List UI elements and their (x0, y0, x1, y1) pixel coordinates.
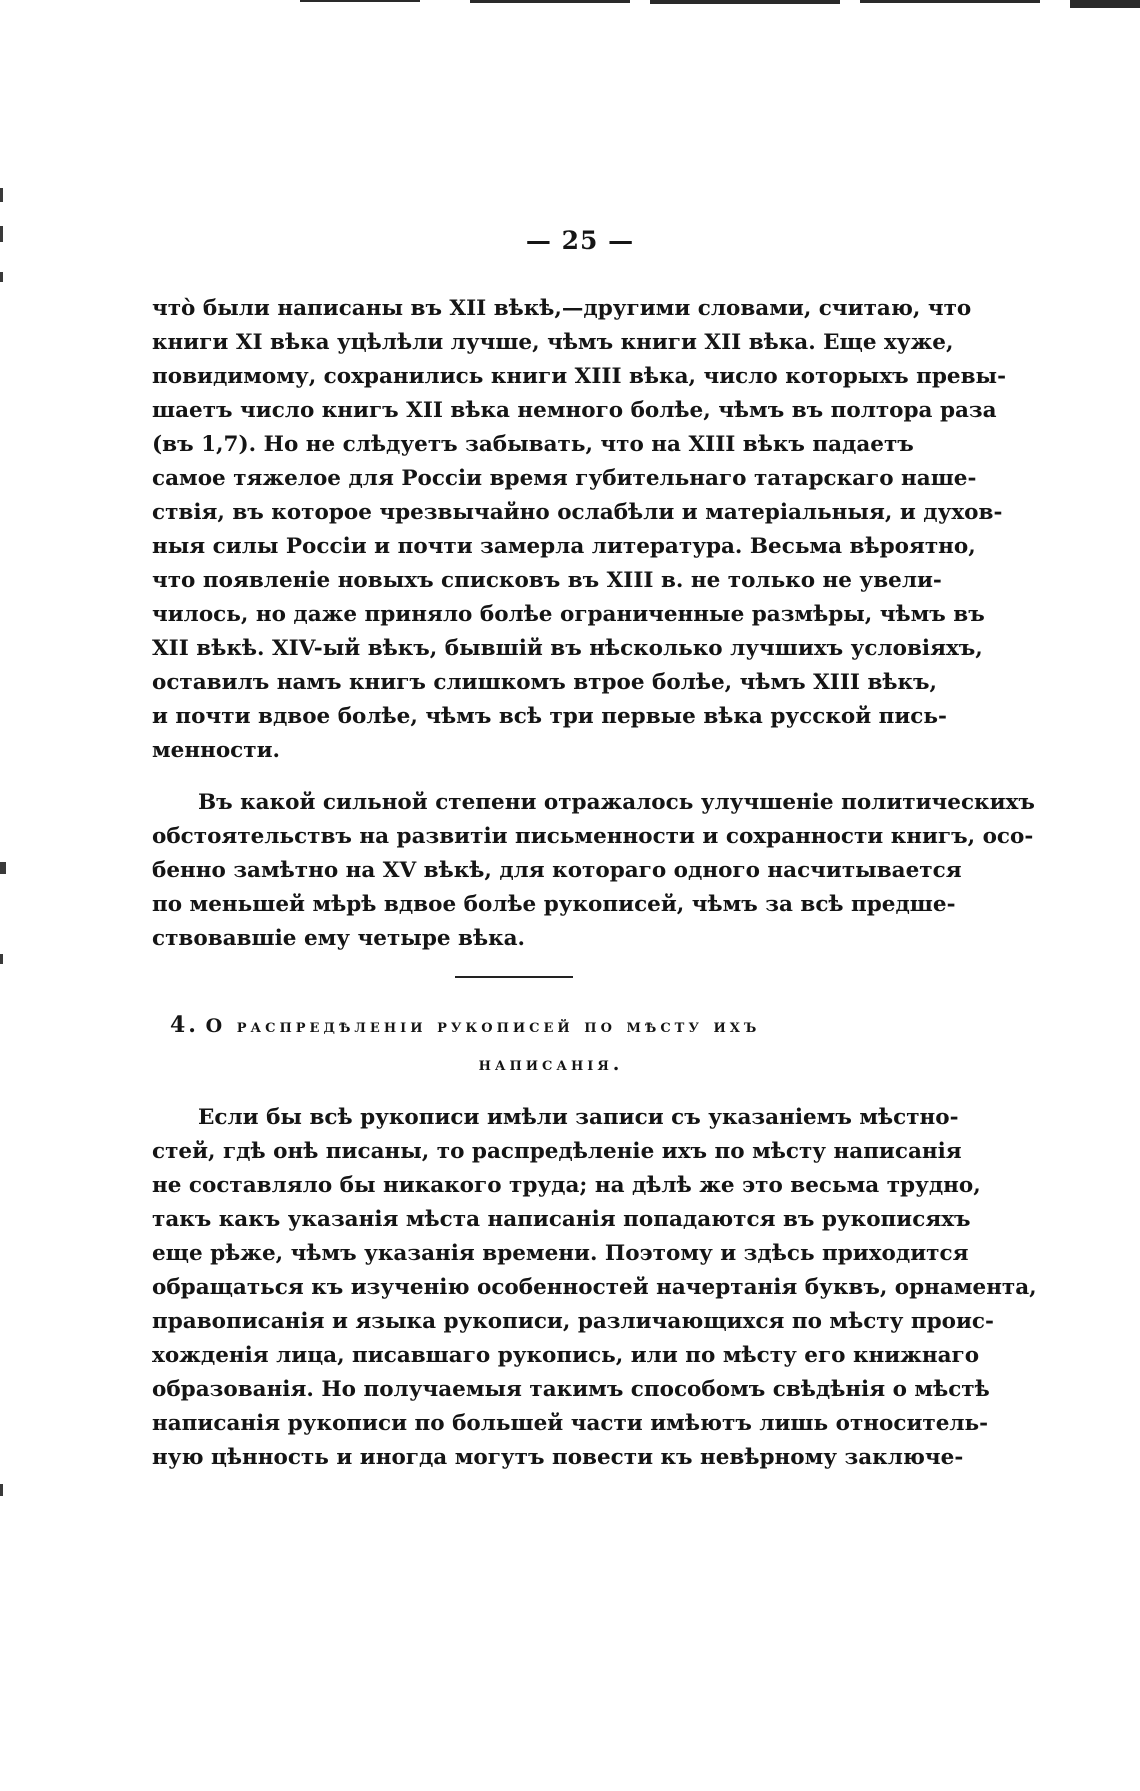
text-line: оставилъ намъ книгъ слишкомъ втрое болѣе, чѣмъ XIII вѣкъ, (152, 670, 938, 695)
section-heading (170, 1006, 870, 1083)
text-line: образованія. Но получаемыя такимъ способомъ свѣдѣнія о мѣстѣ (152, 1377, 990, 1402)
text-line: книги XI вѣка уцѣлѣли лучше, чѣмъ книги XII вѣка. Еще хуже, (152, 330, 954, 355)
text-line: ствовавшіе ему четыре вѣка. (152, 926, 526, 951)
text-line: Въ какой сильной степени отражалось улучшеніе политическихъ (198, 790, 1035, 815)
text-line: не составляло бы никакого труда; на дѣлѣ же это весьма трудно, (152, 1173, 981, 1198)
text-line: XII вѣкѣ. XIV-ый вѣкъ, бывшій въ нѣсколько лучшихъ условіяхъ, (152, 636, 983, 661)
paragraph-2 (152, 786, 1035, 956)
text-line: чилось, но даже приняло болѣе ограниченные размѣры, чѣмъ въ (152, 602, 985, 627)
section-heading-line-1 (170, 1006, 870, 1045)
text-line: ную цѣнность и иногда могутъ повести къ невѣрному заключе- (152, 1445, 964, 1470)
text-line: обращаться къ изученію особенностей начертанія буквъ, орнамента, (152, 1275, 1037, 1300)
text-line: обстоятельствъ на развитіи письменности и сохранности книгъ, осо- (152, 824, 1034, 849)
text-line: правописанія и языка рукописи, различающихся по мѣсту проис- (152, 1309, 994, 1334)
section-title-part-2: написанія. (478, 1053, 624, 1075)
scan-artifact (650, 0, 840, 4)
text-line: бенно замѣтно на XV вѣкѣ, для котораго одного насчитывается (152, 858, 962, 883)
text-line: менности. (152, 738, 281, 763)
scan-artifact (300, 0, 420, 2)
text-line: (въ 1,7). Но не слѣдуетъ забывать, что на XIII вѣкъ падаетъ (152, 432, 914, 457)
section-title-part-1: О распредѣленіи рукописей по мѣсту ихъ (205, 1015, 761, 1037)
section-number: 4. (170, 1012, 199, 1038)
text-line: чтò были написаны въ XII вѣкѣ,—другими словами, считаю, что (152, 296, 972, 321)
text-line: Если бы всѣ рукописи имѣли записи съ указаніемъ мѣстно- (198, 1105, 959, 1130)
text-line: ныя силы Россіи и почти замерла литература. Весьма вѣроятно, (152, 534, 976, 559)
text-line: ствія, въ которое чрезвычайно ослабѣли и матеріальныя, и духов- (152, 500, 1003, 525)
scan-artifact (0, 188, 3, 202)
text-line: еще рѣже, чѣмъ указанія времени. Поэтому и здѣсь приходится (152, 1241, 969, 1266)
scan-artifact (470, 0, 630, 3)
scan-top-edge (0, 0, 1140, 14)
paragraph-1 (152, 292, 1007, 768)
text-line: стей, гдѣ онѣ писаны, то распредѣленіе ихъ по мѣсту написанія (152, 1139, 962, 1164)
scan-artifact (860, 0, 1040, 3)
text-line: написанія рукописи по большей части имѣютъ лишь относитель- (152, 1411, 989, 1436)
text-line: хожденія лица, писавшаго рукопись, или по мѣсту его книжнаго (152, 1343, 980, 1368)
scan-artifact (0, 1484, 3, 1496)
scan-artifact (0, 954, 3, 964)
text-line: и почти вдвое болѣе, чѣмъ всѣ три первые вѣка русской пись- (152, 704, 947, 729)
scan-artifact (0, 862, 6, 874)
scan-artifact (0, 226, 3, 242)
page-number: — 25 — (525, 226, 635, 255)
text-line: шаетъ число книгъ XII вѣка немного болѣе, чѣмъ въ полтора раза (152, 398, 997, 423)
section-divider (455, 976, 573, 978)
text-line: самое тяжелое для Россіи время губительнаго татарскаго наше- (152, 466, 977, 491)
text-line: такъ какъ указанія мѣста написанія попадаются въ рукописяхъ (152, 1207, 971, 1232)
text-line: по меньшей мѣрѣ вдвое болѣе рукописей, чѣмъ за всѣ предше- (152, 892, 956, 917)
scan-artifact (1070, 0, 1140, 8)
paragraph-3 (152, 1101, 1037, 1475)
scan-artifact (0, 272, 3, 282)
text-line: повидимому, сохранились книги XIII вѣка, число которыхъ превы- (152, 364, 1007, 389)
text-line: что появленіе новыхъ списковъ въ XIII в. не только не увели- (152, 568, 942, 593)
